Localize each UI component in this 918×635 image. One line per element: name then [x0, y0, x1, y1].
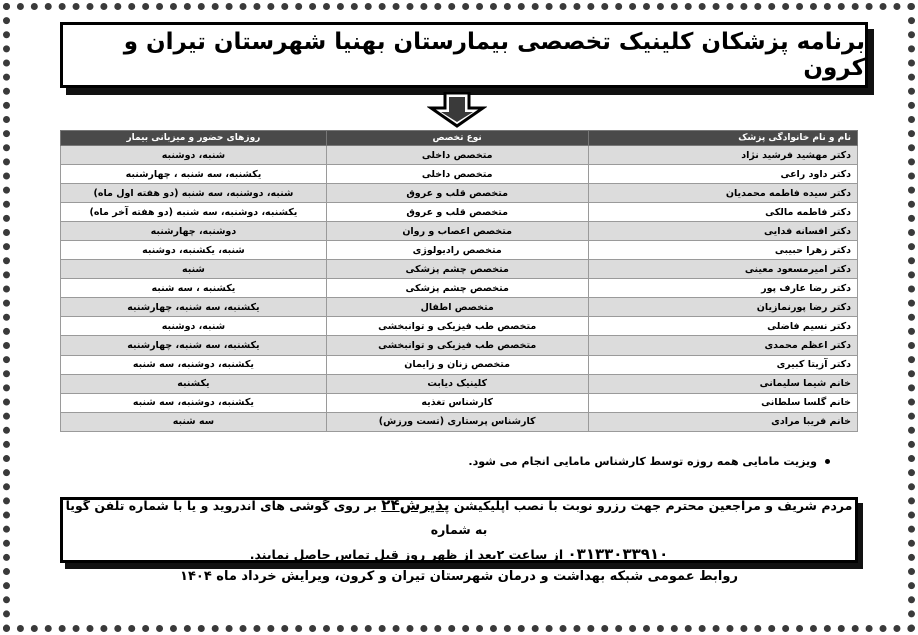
specialty-cell: متخصص رادیولوژی: [326, 241, 588, 260]
notice-line-1: [63, 493, 855, 542]
doctor-name-cell: دکتر امیرمسعود معینی: [588, 260, 858, 279]
doctor-name-cell: دکتر رضا پورنمازیان: [588, 298, 858, 317]
doctors-schedule-table: [60, 130, 858, 432]
doctor-name-cell: دکتر مهشید فرشید نژاد: [588, 146, 858, 165]
days-cell: یکشنبه، دوشنبه، سه شنبه: [61, 355, 327, 374]
table-row: [61, 146, 858, 165]
days-cell: یکشنبه: [61, 374, 327, 393]
doctor-name-cell: خانم شیما سلیمانی: [588, 374, 858, 393]
midwifery-note: [468, 455, 830, 468]
app-name: پذیرش۲۴: [381, 496, 450, 514]
footer-credit: روابط عمومی شبکه بهداشت و درمان شهرستان تیران و کرون، ویرایش خرداد ماه ۱۴۰۴: [180, 569, 738, 584]
days-cell: سه شنبه: [61, 412, 327, 431]
table-row: [61, 279, 858, 298]
specialty-cell: متخصص چشم پزشکی: [326, 279, 588, 298]
days-cell: شنبه، یکشنبه، دوشنبه: [61, 241, 327, 260]
table-row: [61, 336, 858, 355]
notice-text-a: مردم شریف و مراجعین محترم جهت رزرو نوبت با نصب اپلیکیشن: [449, 498, 853, 513]
bullet-icon: [825, 459, 830, 464]
specialty-cell: متخصص داخلی: [326, 146, 588, 165]
table-row: [61, 355, 858, 374]
doctor-name-cell: دکتر سیده فاطمه محمدیان: [588, 184, 858, 203]
appointment-notice: [60, 497, 858, 563]
days-cell: یکشنبه، سه شنبه، چهارشنبه: [61, 336, 327, 355]
table-row: [61, 184, 858, 203]
table-row: [61, 241, 858, 260]
notice-text-b: بر روی گوشی های اندروید و یا با شماره تلفن گویا به شماره: [65, 498, 488, 537]
table-row: [61, 298, 858, 317]
table-header-row: [61, 131, 858, 146]
page-title: برنامه پزشکان کلینیک تخصصی بیمارستان بهنیا شهرستان تیران و کرون: [123, 29, 865, 81]
title-box: [60, 22, 868, 88]
days-cell: یکشنبه، دوشنبه، سه شنبه: [61, 393, 327, 412]
doctor-name-cell: دکتر داود راعی: [588, 165, 858, 184]
specialty-cell: متخصص طب فیزیکی و توانبخشی: [326, 336, 588, 355]
header-name: نام و نام خانوادگی پزشک: [588, 131, 858, 146]
days-cell: یکشنبه ، سه شنبه: [61, 279, 327, 298]
notice-line-2: [63, 542, 855, 567]
specialty-cell: متخصص قلب و عروق: [326, 184, 588, 203]
header-days: روزهای حضور و میزبانی بیمار: [61, 131, 327, 146]
days-cell: یکشنبه، دوشنبه، سه شنبه (دو هفته آخر ماه): [61, 203, 327, 222]
days-cell: یکشنبه، سه شنبه ، چهارشنبه: [61, 165, 327, 184]
notice-text-c: از ساعت ۲بعد از ظهر روز قبل تماس حاصل نمایند.: [249, 547, 568, 562]
doctor-name-cell: دکتر افسانه فدایی: [588, 222, 858, 241]
specialty-cell: متخصص اعصاب و روان: [326, 222, 588, 241]
specialty-cell: متخصص قلب و عروق: [326, 203, 588, 222]
specialty-cell: متخصص زنان و زایمان: [326, 355, 588, 374]
specialty-cell: متخصص طب فیزیکی و توانبخشی: [326, 317, 588, 336]
doctor-name-cell: خانم گلسا سلطانی: [588, 393, 858, 412]
doctor-name-cell: دکتر فاطمه مالکی: [588, 203, 858, 222]
specialty-cell: کارشناس تغذیه: [326, 393, 588, 412]
specialty-cell: کلینیک دیابت: [326, 374, 588, 393]
days-cell: شنبه، دوشنبه: [61, 317, 327, 336]
doctor-name-cell: دکتر رضا عارف پور: [588, 279, 858, 298]
table-row: [61, 374, 858, 393]
doctor-name-cell: دکتر نسیم فاضلی: [588, 317, 858, 336]
arrow-down-icon: [427, 92, 487, 128]
table-row: [61, 203, 858, 222]
table-row: [61, 412, 858, 431]
table-body: [61, 146, 858, 432]
note-text: ویزیت مامایی همه روزه توسط کارشناس مامایی انجام می شود.: [468, 455, 817, 468]
phone-number: ۰۳۱۳۳۰۳۳۹۱۰: [567, 545, 669, 563]
table-row: [61, 260, 858, 279]
table-row: [61, 165, 858, 184]
doctor-name-cell: دکتر آزیتا کبیری: [588, 355, 858, 374]
table-row: [61, 222, 858, 241]
days-cell: شنبه، دوشنبه: [61, 146, 327, 165]
days-cell: شنبه: [61, 260, 327, 279]
doctor-name-cell: خانم فریبا مرادی: [588, 412, 858, 431]
specialty-cell: متخصص داخلی: [326, 165, 588, 184]
days-cell: یکشنبه، سه شنبه، چهارشنبه: [61, 298, 327, 317]
table-row: [61, 317, 858, 336]
doctor-name-cell: دکتر اعظم محمدی: [588, 336, 858, 355]
specialty-cell: متخصص اطفال: [326, 298, 588, 317]
days-cell: شنبه، دوشنبه، سه شنبه (دو هفته اول ماه): [61, 184, 327, 203]
doctor-name-cell: دکتر زهرا حبیبی: [588, 241, 858, 260]
days-cell: دوشنبه، چهارشنبه: [61, 222, 327, 241]
specialty-cell: متخصص چشم پزشکی: [326, 260, 588, 279]
header-specialty: نوع تخصص: [326, 131, 588, 146]
table-row: [61, 393, 858, 412]
specialty-cell: کارشناس پرستاری (تست ورزش): [326, 412, 588, 431]
